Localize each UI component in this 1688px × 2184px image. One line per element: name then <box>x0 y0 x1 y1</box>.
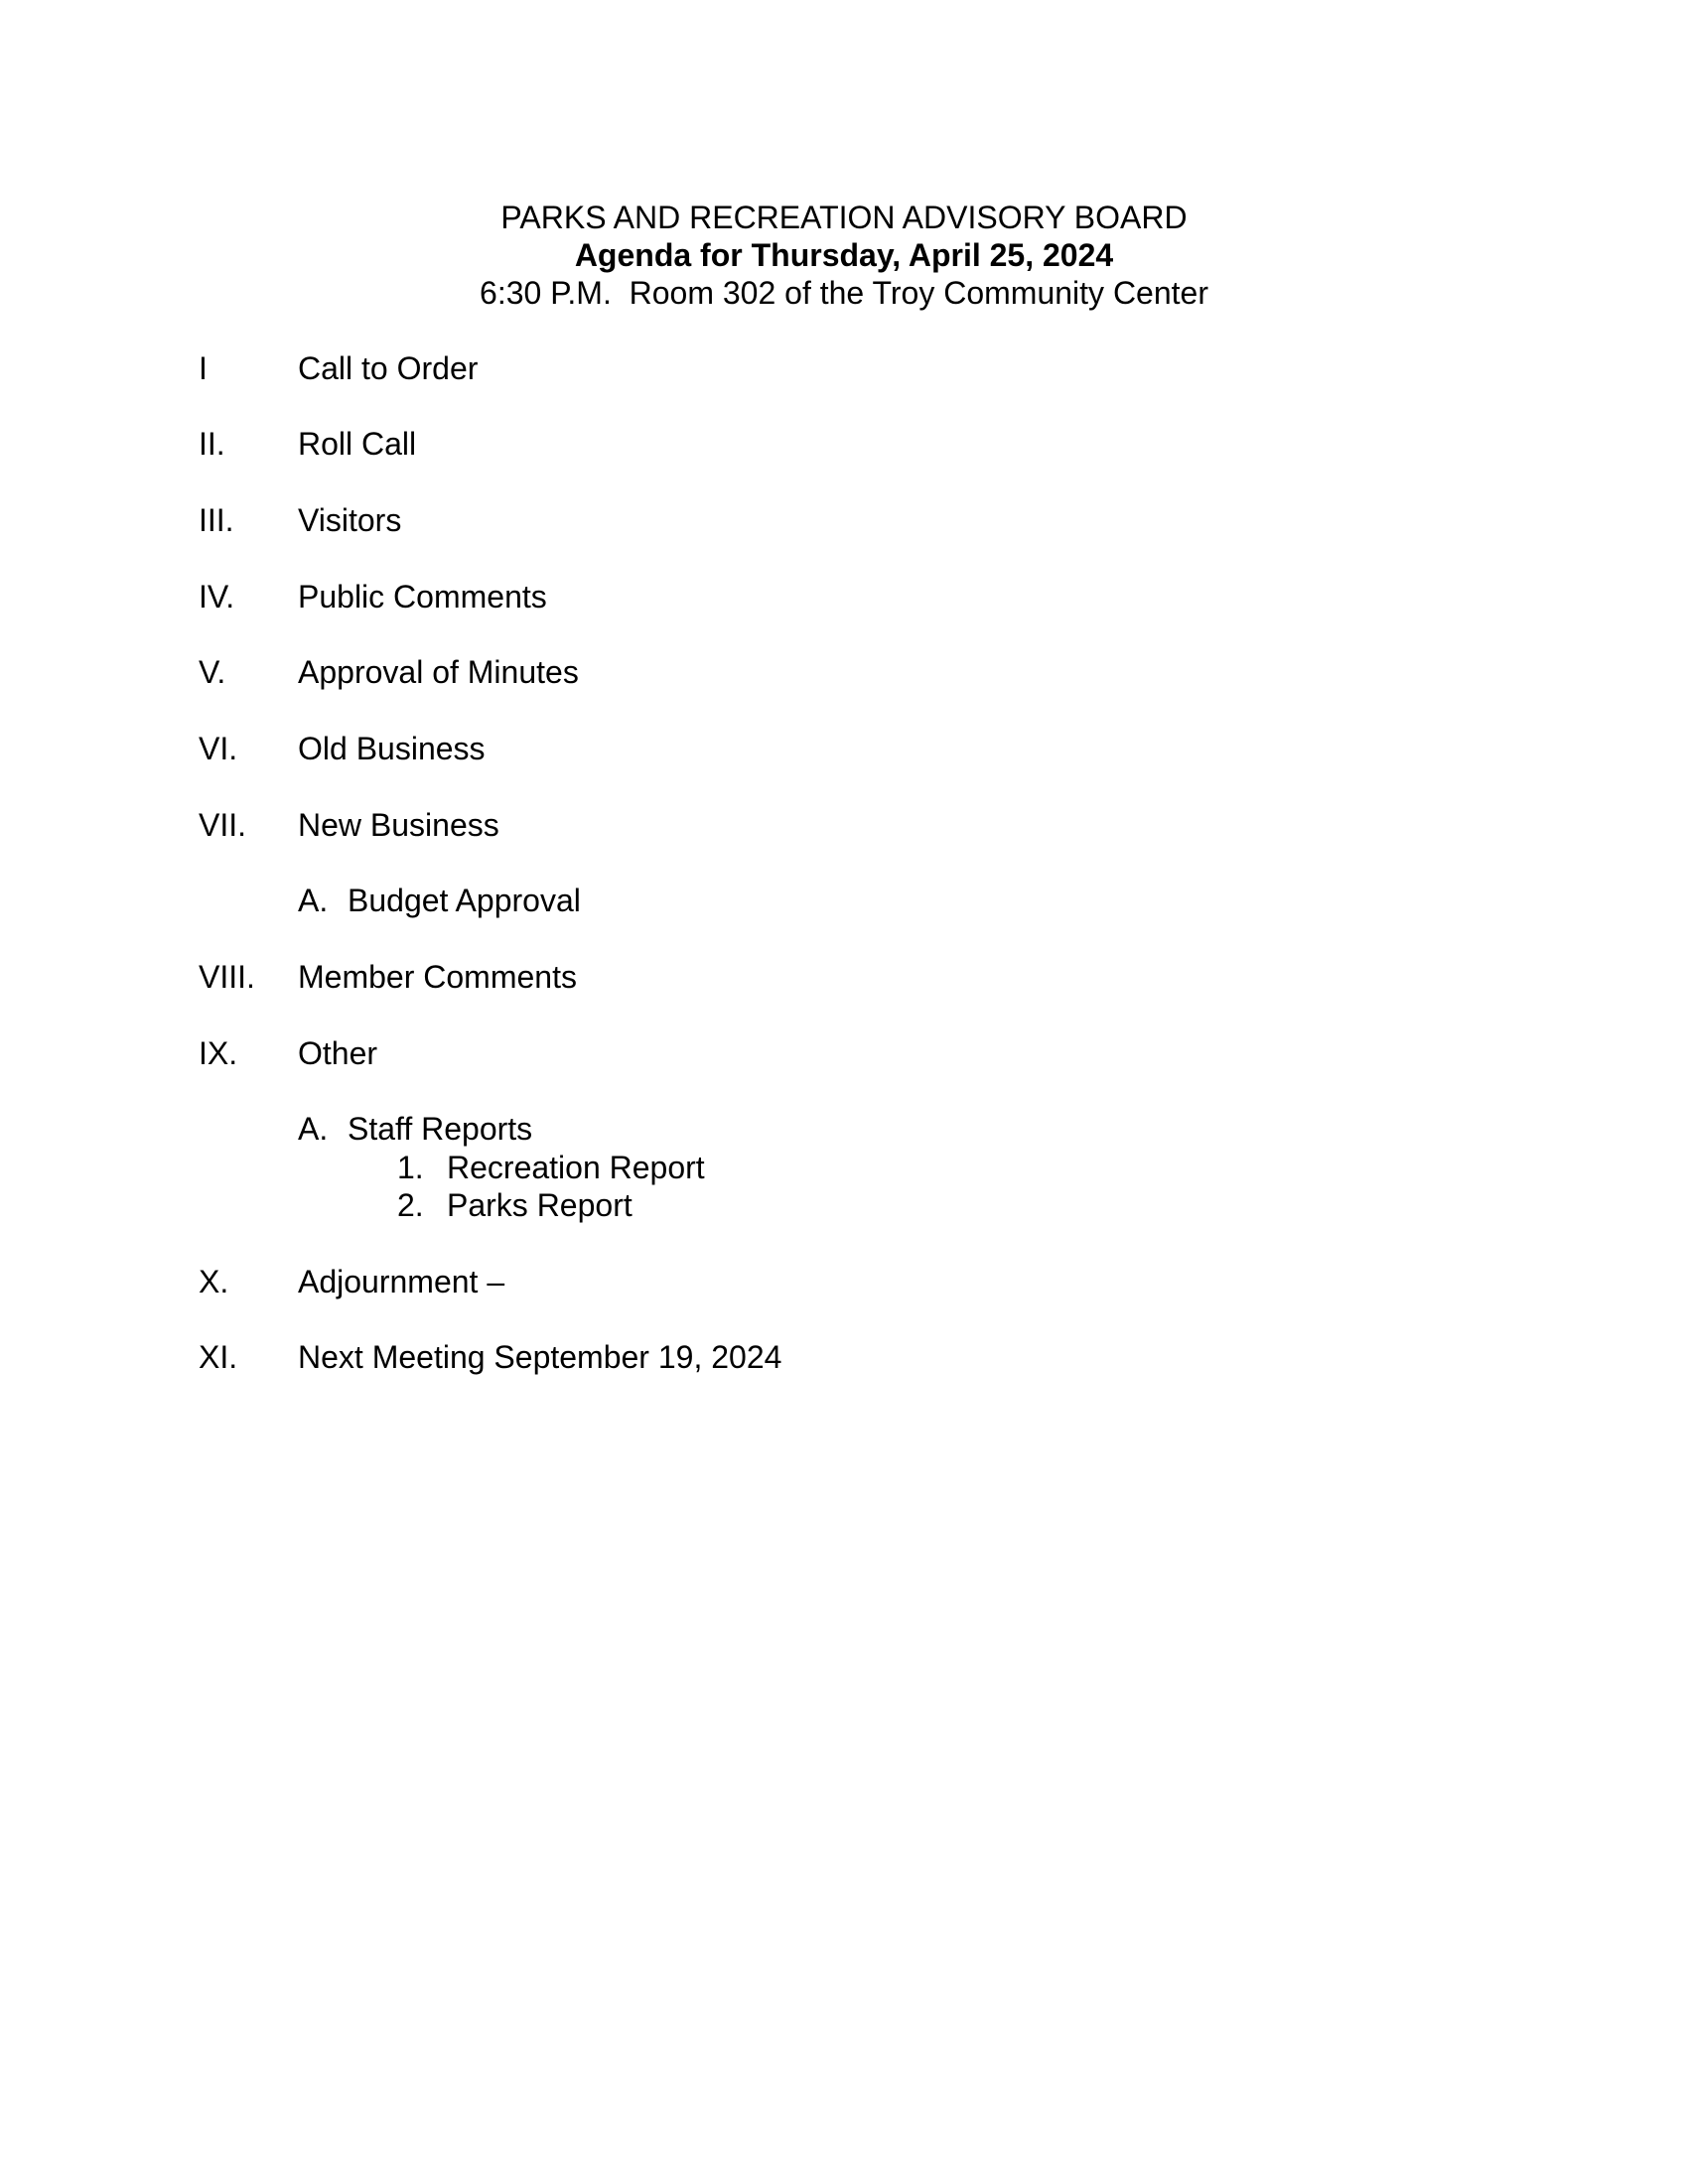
agenda-item-visitors: Visitors <box>298 502 402 538</box>
agenda-item-old-business: Old Business <box>298 731 486 766</box>
agenda-item-number: VII. <box>199 807 247 843</box>
agenda-item-number: III. <box>199 502 234 538</box>
agenda-item-number: IX. <box>199 1035 238 1071</box>
board-name: PARKS AND RECREATION ADVISORY BOARD <box>500 200 1188 235</box>
agenda-item-other: Other <box>298 1035 378 1071</box>
agenda-item-member-comments: Member Comments <box>298 959 577 995</box>
agenda-item-new-business: New Business <box>298 807 499 843</box>
sub-item-budget-approval: Budget Approval <box>348 883 581 918</box>
agenda-item-call-to-order: Call to Order <box>298 350 479 386</box>
agenda-item-approval-of-minutes: Approval of Minutes <box>298 654 579 690</box>
sub-item-number: A. <box>298 1111 329 1147</box>
agenda-item-roll-call: Roll Call <box>298 426 417 462</box>
agenda-item-number: II. <box>199 426 225 462</box>
agenda-title: Agenda for Thursday, April 25, 2024 <box>574 237 1114 273</box>
sub-sub-item-number: 2. <box>397 1187 424 1223</box>
sub-item-staff-reports: Staff Reports <box>348 1111 533 1147</box>
agenda-item-public-comments: Public Comments <box>298 579 547 614</box>
meeting-location: 6:30 P.M. Room 302 of the Troy Community Center <box>480 275 1208 311</box>
agenda-item-number: VIII. <box>199 959 255 995</box>
agenda-item-number: VI. <box>199 731 238 766</box>
agenda-item-next-meeting: Next Meeting September 19, 2024 <box>298 1339 782 1375</box>
sub-item-number: A. <box>298 883 329 918</box>
sub-sub-item-recreation-report: Recreation Report <box>447 1150 705 1185</box>
agenda-item-number: IV. <box>199 579 235 614</box>
agenda-item-number: V. <box>199 654 226 690</box>
agenda-item-number: X. <box>199 1264 229 1299</box>
agenda-item-number: I <box>199 350 208 386</box>
agenda-item-number: XI. <box>199 1339 238 1375</box>
sub-sub-item-parks-report: Parks Report <box>447 1187 633 1223</box>
agenda-item-adjournment: Adjournment – <box>298 1264 505 1299</box>
sub-sub-item-number: 1. <box>397 1150 424 1185</box>
